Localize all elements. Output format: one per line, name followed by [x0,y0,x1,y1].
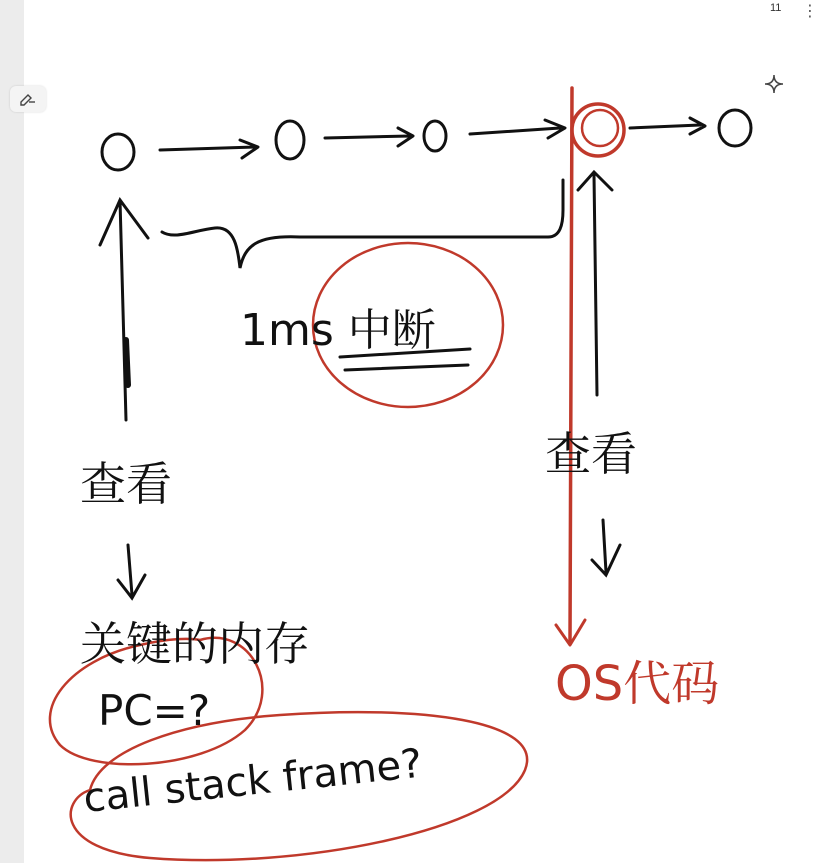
red-vertical-line [570,88,572,642]
left-result-label: 关键的内存 [80,617,310,671]
os-label: OS代码 [555,656,720,712]
timeline-chain [102,110,751,170]
node-2 [276,121,304,159]
arrow-1 [160,140,258,158]
pc-label: PC=? [98,686,211,735]
stack-label: call stack frame? [81,740,425,822]
arrow-3 [470,120,565,138]
right-down-arrow [592,520,620,575]
right-view-label: 查看 [545,427,637,481]
arrow-2 [325,128,413,146]
node-5 [719,110,751,146]
right-up-arrow [578,172,612,395]
more-vertical-icon[interactable]: ⋮ [802,1,818,20]
brace [162,180,563,268]
down-arrows [118,520,620,598]
left-view-label: 查看 [80,457,172,511]
arrow-4 [630,118,705,134]
left-up-arrow [100,200,148,420]
node-1 [102,134,134,170]
node-3 [424,121,446,151]
page-number: 11 [770,2,782,14]
interval-label: 1ms 中断 [240,305,436,356]
left-down-arrow [118,545,145,598]
red-current-node [572,104,624,156]
